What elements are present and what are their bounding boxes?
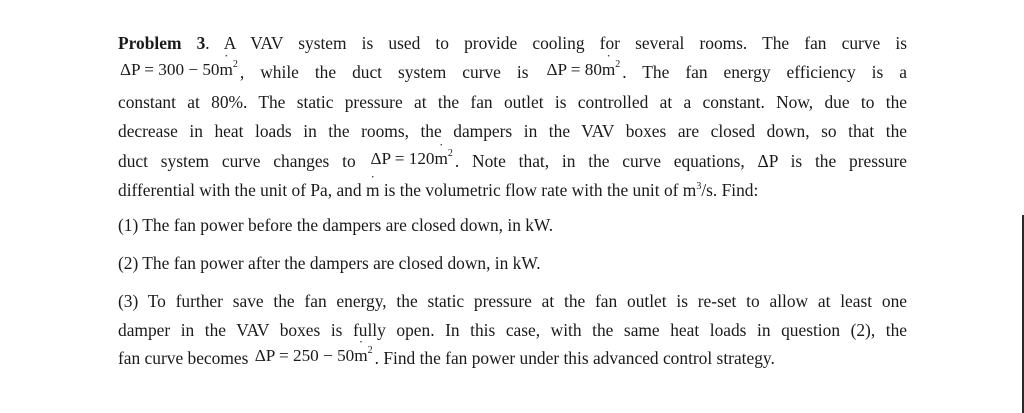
question-3-line-3: fan curve becomes ΔP = 250 − 50˙ $m^2$ . Find the fan power under this advanced control strategy. [118, 344, 907, 374]
question-1: (1) The fan power before the dampers are closed down, in kW. [118, 215, 554, 236]
problem-document [118, 22, 907, 374]
question-2: (2) The fan power after the dampers are closed down, in kW. [118, 253, 541, 274]
problem-line-3: constant at 80%. The static pressure at the fan outlet is controlled at a constant. Now, due to the [118, 91, 907, 112]
problem-statement [118, 29, 907, 205]
unit-exponent: 3 [696, 181, 702, 193]
problem-line-5: duct system curve changes to ΔP = 120˙ $m^2$ . Note that, in the curve equations, ΔP is the pressure [118, 147, 907, 176]
problem-label: Problem 3 [118, 33, 206, 53]
duct-curve-equation: ΔP = 80˙ $m^2$ [546, 55, 620, 84]
question-3-line-2: damper in the VAV boxes is fully open. In this case, with the same heat loads in question (2), the [118, 319, 907, 340]
problem-line-4: decrease in heat loads in the rooms, the dampers in the VAV boxes are closed down, so that the [118, 121, 907, 142]
question-3 [118, 287, 907, 374]
problem-line-6: differential with the unit of Pa, and ˙ m is the volumetric flow rate with the unit of $m^3/s$. Find: [118, 176, 907, 205]
problem-line-1: Problem 3. A VAV system is used to provide cooling for several rooms. The fan curve is [118, 33, 907, 53]
new-duct-curve-equation: ΔP = 120˙ $m^2$ [370, 144, 452, 173]
advanced-fan-curve-equation: ΔP = 250 − 50˙ $m^2$ [255, 342, 373, 371]
problem-line-2: ΔP = 300 − 50˙ $m^2$ , while the duct system curve is ΔP = 80˙ $m^2$ . The fan energy efficiency is a [118, 58, 907, 87]
question-3-line-1: (3) To further save the fan energy, the static pressure at the fan outlet is re-set to allow at least one [118, 291, 907, 312]
fan-curve-equation: ΔP = 300 − 50˙ $m^2$ [120, 55, 238, 84]
flow-rate-symbol: ˙ m [366, 176, 380, 205]
